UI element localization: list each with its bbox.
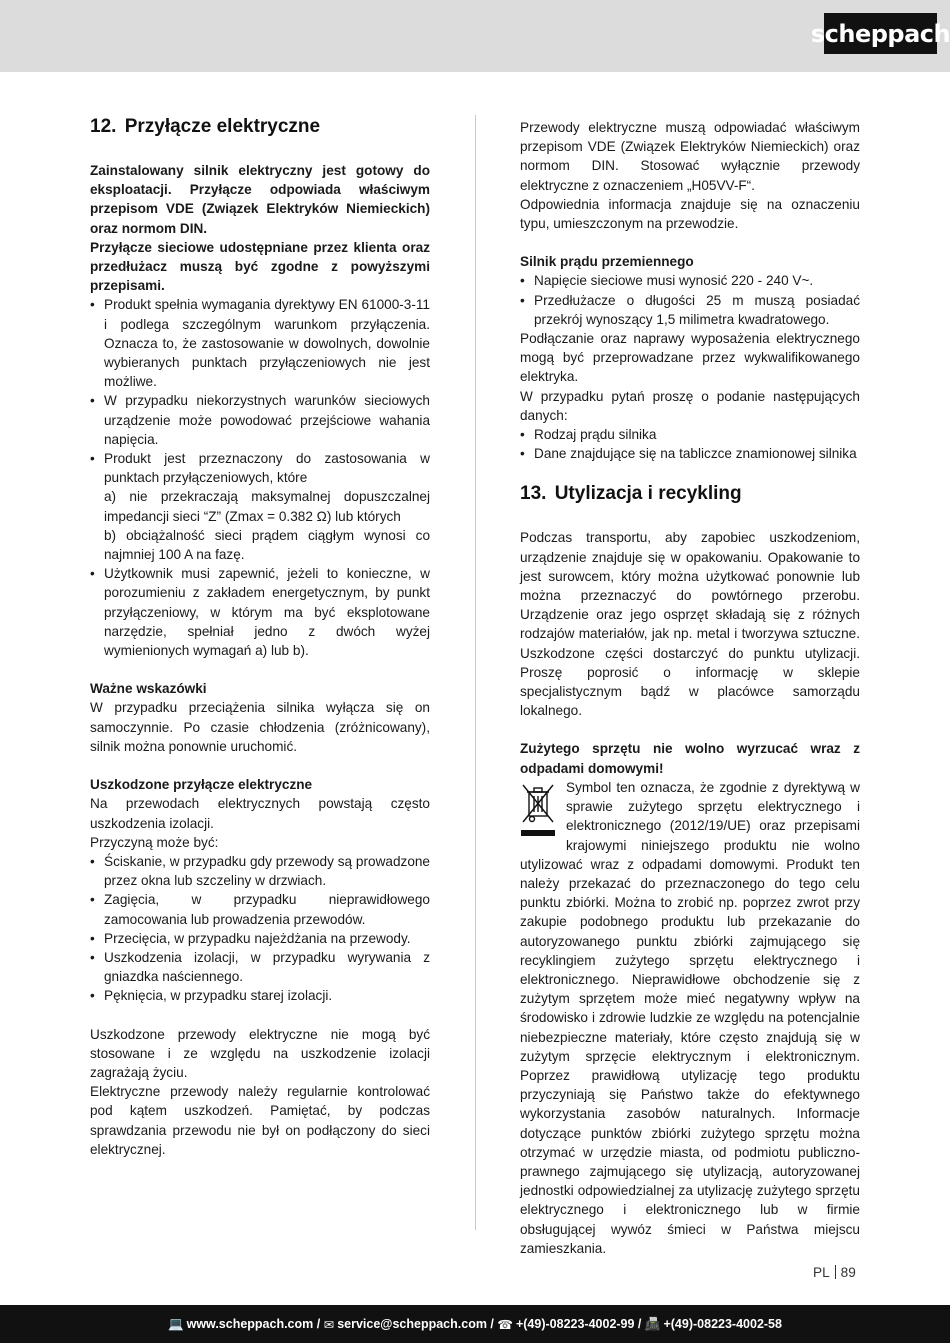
causes-list	[90, 852, 430, 1006]
condition-b: b) obciążalność sieci prądem ciągłym wynosi co najmniej 100 A na fazę.	[104, 527, 430, 563]
scheppach-logo: scheppach	[824, 13, 937, 54]
list-item: • Przedłużacze o długości 25 m muszą posiadać przekrój wynoszący 1,5 milimetra kwadratowego.	[520, 291, 860, 329]
list-item: • Produkt spełnia wymagania dyrektywy EN 61000-3-11 i podlega szczególnym warunkom przyłączenia. Oznacza to, że zastosowanie w dowolnych, dowolnie wybieranych punktach przyłączeniowych nie jest możliwe.	[90, 295, 430, 391]
cables-text-2: Odpowiednia informacja znajduje się na oznaczeniu typu, umieszczonym na przewodzie.	[520, 196, 860, 232]
important-text: W przypadku przeciążenia silnika wyłącza się on samoczynnie. Po czasie chłodzenia (zróżnicowany), silnik można ponownie uruchomić.	[90, 700, 430, 754]
weee-block	[520, 778, 860, 1258]
section-title-12: 12. Przyłącze elektryczne	[90, 116, 321, 137]
damaged-text: Na przewodach elektrycznych powstają często uszkodzenia izolacji.	[90, 796, 430, 831]
closing-text-2: Elektryczne przewody należy regularnie kontrolować pod kątem uszkodzeń. Pamiętać, by podczas sprawdzania przewodu nie był on podłączony do sieci elektrycznej.	[90, 1084, 430, 1157]
ac-text-1: Podłączanie oraz naprawy wyposażenia elektrycznego mogą być przeprowadzane przez wykwalifikowanego elektryka.	[520, 331, 860, 385]
list-item: • Dane znajdujące się na tabliczce znamionowej silnika	[520, 444, 860, 463]
data-list	[520, 425, 860, 463]
contact-footer	[0, 1305, 950, 1343]
condition-a: a) nie przekraczają maksymalnej dopuszczalnej impedancji sieci “Z” (Zmax = 0.382 Ω) lub których	[104, 489, 430, 524]
website-link[interactable]: www.scheppach.com /	[186, 1317, 321, 1331]
fax-icon: 📠	[644, 1316, 661, 1331]
intro-paragraph-1: Zainstalowany silnik elektryczny jest gotowy do eksploatacji. Przyłącze odpowiada właściwym przepisom VDE (Związek Elektryków Niemieckich) oraz normom DIN.	[90, 163, 430, 236]
list-item: • Produkt jest przeznaczony do zastosowania w punktach przyłączeniowych, które a) nie przekraczają maksymalnej dopuszczalnej impedancji sieci “Z” (Zmax = 0.382 Ω) lub których b) obciążalność sieci prądem ciągłym wynosi co najmniej 100 A na fazę.	[90, 449, 430, 564]
mail-icon: ✉	[323, 1317, 335, 1332]
closing-text-1: Uszkodzone przewody elektryczne nie mogą być stosowane i ze względu na uszkodzenie izolacji zagrażają życiu.	[90, 1026, 430, 1080]
list-item: • Rodzaj prądu silnika	[520, 425, 860, 444]
damaged-heading: Uszkodzone przyłącze elektryczne	[90, 777, 313, 793]
list-item: • Napięcie sieciowe musi wynosić 220 - 240 V~.	[520, 271, 860, 290]
weee-heading: Zużytego sprzętu nie wolno wyrzucać wraz z odpadami domowymi!	[520, 741, 860, 776]
list-item: • Uszkodzenia izolacji, w przypadku wyrywania z gniazdka naściennego.	[90, 948, 430, 986]
header-bar	[0, 0, 950, 72]
list-item: • Zagięcia, w przypadku nieprawidłowego zamocowania lub prowadzenia przewodów.	[90, 890, 430, 928]
column-divider	[475, 115, 476, 1230]
cables-text: Przewody elektryczne muszą odpowiadać właściwym przepisom VDE (Związek Elektryków Niemieckich) oraz normom DIN. Stosować wyłącznie przewody elektryczne z oznaczeniem „H05VV-F“.	[520, 120, 860, 193]
ac-text-2: W przypadku pytań proszę o podanie następujących danych:	[520, 388, 860, 423]
important-heading: Ważne wskazówki	[90, 681, 207, 697]
list-item: • W przypadku niekorzystnych warunków sieciowych urządzenie może powodować przejściowe wahania napięcia.	[90, 391, 430, 449]
left-column	[90, 115, 430, 1159]
crossed-bin-icon	[520, 782, 556, 842]
ac-motor-heading: Silnik prądu przemiennego	[520, 254, 694, 270]
email-link[interactable]: service@scheppach.com /	[337, 1317, 494, 1331]
section-title-13: 13. Utylizacja i recykling	[520, 483, 742, 505]
page-number: PL 89	[813, 1265, 856, 1280]
recycling-text: Podczas transportu, aby zapobiec uszkodzeniom, urządzenie znajduje się w opakowaniu. Opakowanie to jest surowcem, który można użytkować ponownie lub można przeznaczyć do powtórnego przerobu. Urządzenie oraz jego osprzęt składają się z różnych rodzajów materiałów, jak np. metal i tworzywa sztuczne. Uszkodzone części dostarczyć do punktu utylizacji. Proszę poprosić o informację w sklepie specjalistycznym bądź w placówce samorządu lokalnego.	[520, 530, 860, 719]
intro-paragraph-2: Przyłącze sieciowe udostępniane przez klienta oraz przedłużacz muszą być zgodne z powyższymi przepisami.	[90, 239, 430, 294]
list-item: • Przecięcia, w przypadku najeżdżania na przewody.	[90, 929, 430, 948]
list-item: • Pęknięcia, w przypadku starej izolacji.	[90, 986, 430, 1005]
right-column	[520, 118, 860, 1258]
ac-list	[520, 271, 860, 329]
requirements-list	[90, 295, 430, 660]
monitor-icon: 💻	[168, 1316, 184, 1331]
phone-icon: ☎	[497, 1317, 513, 1332]
list-item: • Użytkownik musi zapewnić, jeżeli to konieczne, w porozumieniu z zakładem energetycznym, by punkt przyłączeniowy, w którym ma być eksplotowane narzędzie, spełniał jedno z dwóch wyżej wymienionych wymagań a) lub b).	[90, 564, 430, 660]
phone-number: +(49)-08223-4002-99 /	[515, 1317, 642, 1331]
causes-intro: Przyczyną może być:	[90, 834, 219, 850]
fax-number: +(49)-08223-4002-58	[663, 1317, 782, 1331]
weee-text: Symbol ten oznacza, że zgodnie z dyrektywą w sprawie zużytego sprzętu elektrycznego i elektronicznego (2012/19/UE) oraz przepisami krajowymi niniejszego produktu nie wolno utylizować wraz z odpadami domowymi. Produkt ten należy przekazać do przeznaczonego do tego celu punktu zbiórki. Można to zrobić np. poprzez zwrot przy zakupie podobnego produktu lub przekazanie do autoryzowanego punktu zbiórki zajmującego się recyklingiem zużytego sprzętu elektrycznego i elektronicznego. Nieprawidłowe obchodzenie się z zużytym sprzętem może mieć negatywny wpływ na środowisko i zdrowie ludzkie ze względu na potencjalnie niebezpieczne materiały, które często znajdują się w zużytym sprzęcie elektrycznym i elektronicznym. Poprzez prawidłową utylizację tego produktu przyczyniają się Państwo także do efektywnego wykorzystania zasobów naturalnych. Informacje dotyczące punktów zbiórki zużytego sprzętu można otrzymać w urzędzie miasta, od podmiotu publiczno-prawnego zajmującego się utylizacją, autoryzowanej jednostki odpowiedzialnej za utylizację zużytego sprzętu elektrycznego i elektronicznego lub w firmie obsługującej wywóz śmieci w Państwa miejscu zamieszkania.	[520, 779, 860, 1256]
list-item: • Ściskanie, w przypadku gdy przewody są prowadzone przez okna lub szczeliny w drzwiach.	[90, 852, 430, 890]
